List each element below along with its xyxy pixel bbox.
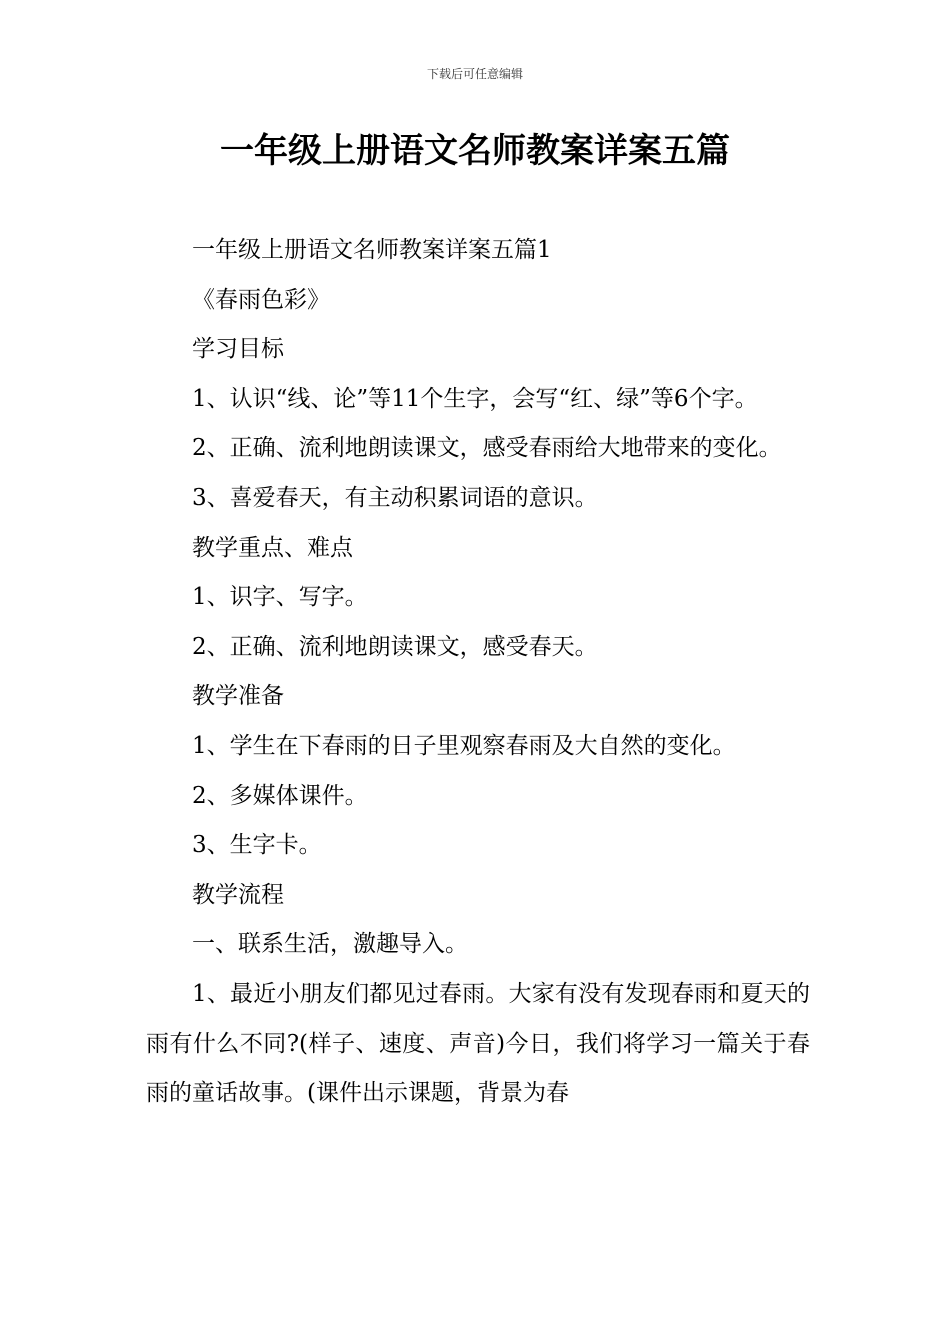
preparation-item: 2、多媒体课件。 [192,782,368,809]
document-title: 一年级上册语文名师教案详案五篇 [220,131,730,171]
preparation-item: 3、生字卡。 [192,832,322,859]
key-point-item: 2、正确、流利地朗读课文，感受春天。 [192,633,598,660]
page-header-note: 下载后可任意编辑 [426,67,523,81]
document-body [146,226,810,1119]
goal-item: 3、喜爱春天，有主动积累词语的意识。 [192,484,598,511]
subheading-learning-goals: 学习目标 [192,336,284,363]
key-point-item: 1、识字、写字。 [192,584,368,611]
subheading-preparation: 教学准备 [192,683,284,710]
lesson-title: 《春雨色彩》 [192,286,330,313]
subheading-teaching-process: 教学流程 [192,881,284,908]
section-heading: 一年级上册语文名师教案详案五篇1 [192,237,552,263]
process-step-heading: 一、联系生活，激趣导入。 [192,931,468,958]
process-step-item: 1、最近小朋友们都见过春雨。大家有没有发现春雨和夏天的雨有什么不同?(样子、速度、声音)今日，我们将学习一篇关于春雨的童话故事。(课件出示课题，背景为春 [146,980,810,1107]
goal-item: 2、正确、流利地朗读课文，感受春雨给大地带来的变化。 [192,435,782,462]
preparation-item: 1、学生在下春雨的日子里观察春雨及大自然的变化。 [192,732,736,759]
goal-item: 1、认识“线、论”等11个生字，会写“红、绿”等6个字。 [192,385,758,412]
subheading-key-points: 教学重点、难点 [192,534,353,561]
